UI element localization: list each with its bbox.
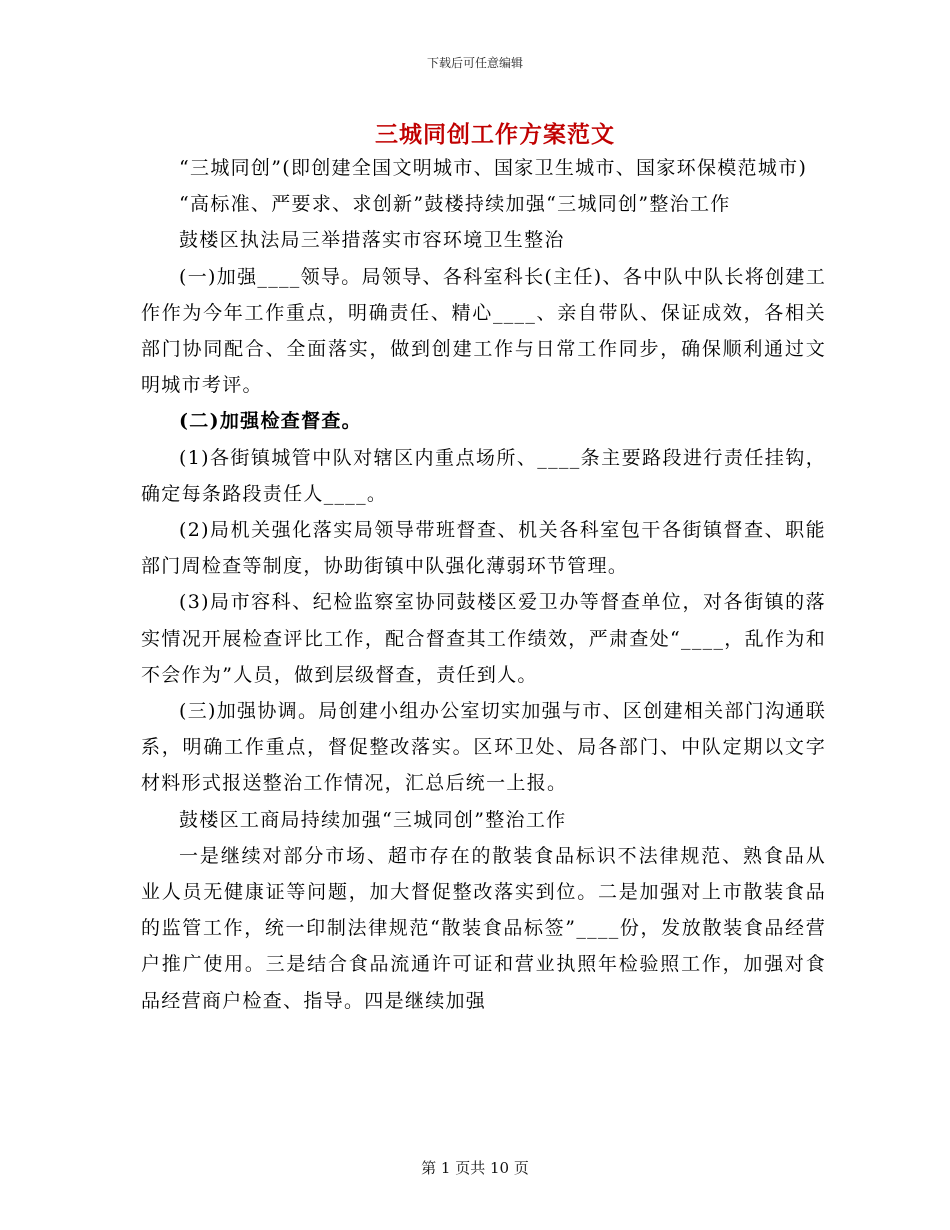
section-heading: (二)加强检查督查。 <box>179 410 362 433</box>
paragraph: (三)加强协调。局创建小组办公室切实加强与市、区创建相关部门沟通联系，明确工作重点，督促整改落实。区环卫处、局各部门、中队定期以文字材料形式报送整治工作情况，汇总后统一上报。 <box>141 700 826 795</box>
paragraph: (3)局市容科、纪检监察室协同鼓楼区爱卫办等督查单位，对各街镇的落实情况开展检查评比工作，配合督查其工作绩效，严肃查处“____，乱作为和不会作为”人员，做到层级督查，责任到人。 <box>141 591 826 686</box>
paragraph: “三城同创”(即创建全国文明城市、国家卫生城市、国家环保模范城市) <box>179 157 808 179</box>
paragraph: (2)局机关强化落实局领导带班督查、机关各科室包干各街镇督查、职能部门周检查等制度，协助街镇中队强化薄弱环节管理。 <box>141 519 826 578</box>
paragraph: 一是继续对部分市场、超市存在的散装食品标识不法律规范、熟食品从业人员无健康证等问题，加大督促整改落实到位。二是加强对上市散装食品的监管工作，统一印制法律规范“散装食品标签”____份，发放散装食品经营户推广使用。三是结合食品流通许可证和营业执照年检验照工作，加强对食品经营商户检查、指导。四是继续加强 <box>141 844 826 1012</box>
document-title: 三城同创工作方案范文 <box>375 121 615 148</box>
page-header: 下载后可任意编辑 <box>426 56 523 70</box>
paragraph: (1)各街镇城管中队对辖区内重点场所、____条主要路段进行责任挂钩，确定每条路段责任人____。 <box>141 446 826 505</box>
paragraph: (一)加强____领导。局领导、各科室科长(主任)、各中队中队长将创建工作作为今年工作重点，明确责任、精心____、亲自带队、保证成效，各相关部门协同配合、全面落实，做到创建工作与日常工作同步，确保顺利通过文明城市考评。 <box>141 265 826 397</box>
paragraph: 鼓楼区执法局三举措落实市容环境卫生整治 <box>179 229 565 252</box>
page-footer: 第 1 页共 10 页 <box>421 1159 529 1177</box>
paragraph: “高标准、严要求、求创新”鼓楼持续加强“三城同创”整治工作 <box>179 193 731 216</box>
document-body <box>141 150 826 1019</box>
paragraph: 鼓楼区工商局持续加强“三城同创”整治工作 <box>179 808 567 831</box>
